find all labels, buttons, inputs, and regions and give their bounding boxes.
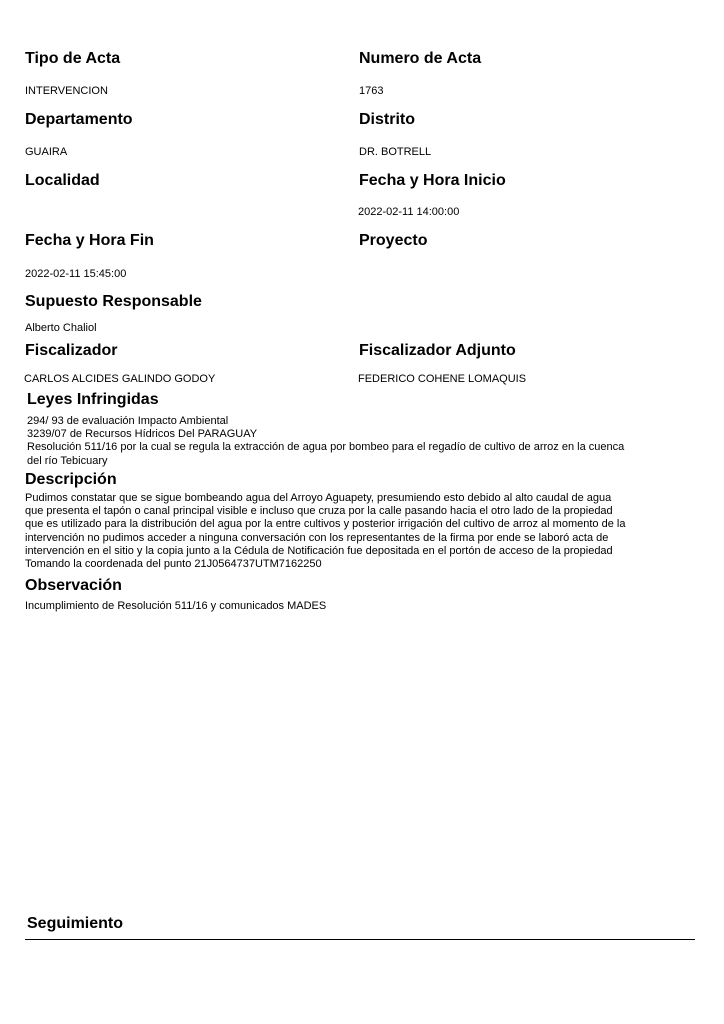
fiscalizador-adjunto-label: Fiscalizador Adjunto: [359, 342, 516, 359]
fecha-fin-value: 2022-02-11 15:45:00: [25, 268, 127, 280]
tipo-acta-label: Tipo de Acta: [25, 50, 121, 67]
fecha-inicio-value: 2022-02-11 14:00:00: [358, 206, 460, 218]
distrito-value: DR. BOTRELL: [359, 146, 432, 158]
fiscalizador-value: CARLOS ALCIDES GALINDO GODOY: [24, 373, 216, 385]
observacion-value: Incumplimiento de Resolución 511/16 y comunicados MADES: [25, 600, 327, 612]
seguimiento-divider: [25, 939, 695, 940]
descripcion-line: intervención no pudimos acceder a ninguna conversación con los representantes de la firma por ende se laboró acta de: [25, 531, 609, 544]
fiscalizador-label: Fiscalizador: [25, 342, 118, 359]
distrito-label: Distrito: [359, 111, 415, 128]
descripcion-label: Descripción: [25, 471, 117, 488]
leyes-line: Resolución 511/16 por la cual se regula la extracción de agua por bombeo para el regadío de cultivo de arroz en la cuenca: [27, 441, 625, 454]
descripcion-line: intervención en el sitio y la copia junto a la Cédula de Notificación fue depositada en el portón de acceso de la propiedad: [25, 544, 613, 557]
leyes-line: 3239/07 de Recursos Hídricos Del PARAGUAY: [27, 428, 258, 441]
descripcion-line: que presenta el tapón o canal principal visible e incluso que cruza por la calle pasando hacia el otro lado de la propiedad: [25, 505, 613, 518]
fecha-fin-label: Fecha y Hora Fin: [25, 232, 154, 249]
leyes-infringidas-label: Leyes Infringidas: [27, 391, 159, 408]
tipo-acta-value: INTERVENCION: [25, 85, 108, 97]
seguimiento-label: Seguimiento: [27, 915, 124, 932]
descripcion-line: Pudimos constatar que se sigue bombeando agua del Arroyo Aguapety, presumiendo esto debido al alto caudal de agua: [25, 492, 612, 504]
descripcion-text: [25, 492, 625, 571]
proyecto-label: Proyecto: [359, 232, 428, 249]
descripcion-line: Tomando la coordenada del punto 21J0564737UTM7162250: [25, 558, 322, 571]
fecha-inicio-label: Fecha y Hora Inicio: [359, 172, 506, 189]
leyes-line: 294/ 93 de evaluación Impacto Ambiental: [27, 415, 229, 427]
localidad-label: Localidad: [25, 172, 100, 189]
leyes-line: del río Tebicuary: [27, 454, 108, 467]
supuesto-responsable-label: Supuesto Responsable: [25, 293, 202, 310]
observacion-label: Observación: [25, 577, 122, 594]
descripcion-line: que es utilizado para la distribución del agua por la entre cultivos y posterior irrigación del cultivo de arroz al momento de la: [25, 518, 626, 531]
numero-acta-label: Numero de Acta: [359, 50, 482, 67]
leyes-infringidas-list: [27, 415, 624, 468]
fiscalizador-adjunto-value: FEDERICO COHENE LOMAQUIS: [358, 373, 527, 385]
departamento-value: GUAIRA: [25, 146, 68, 158]
departamento-label: Departamento: [25, 111, 133, 128]
supuesto-responsable-value: Alberto Chaliol: [25, 322, 97, 334]
numero-acta-value: 1763: [359, 85, 384, 97]
